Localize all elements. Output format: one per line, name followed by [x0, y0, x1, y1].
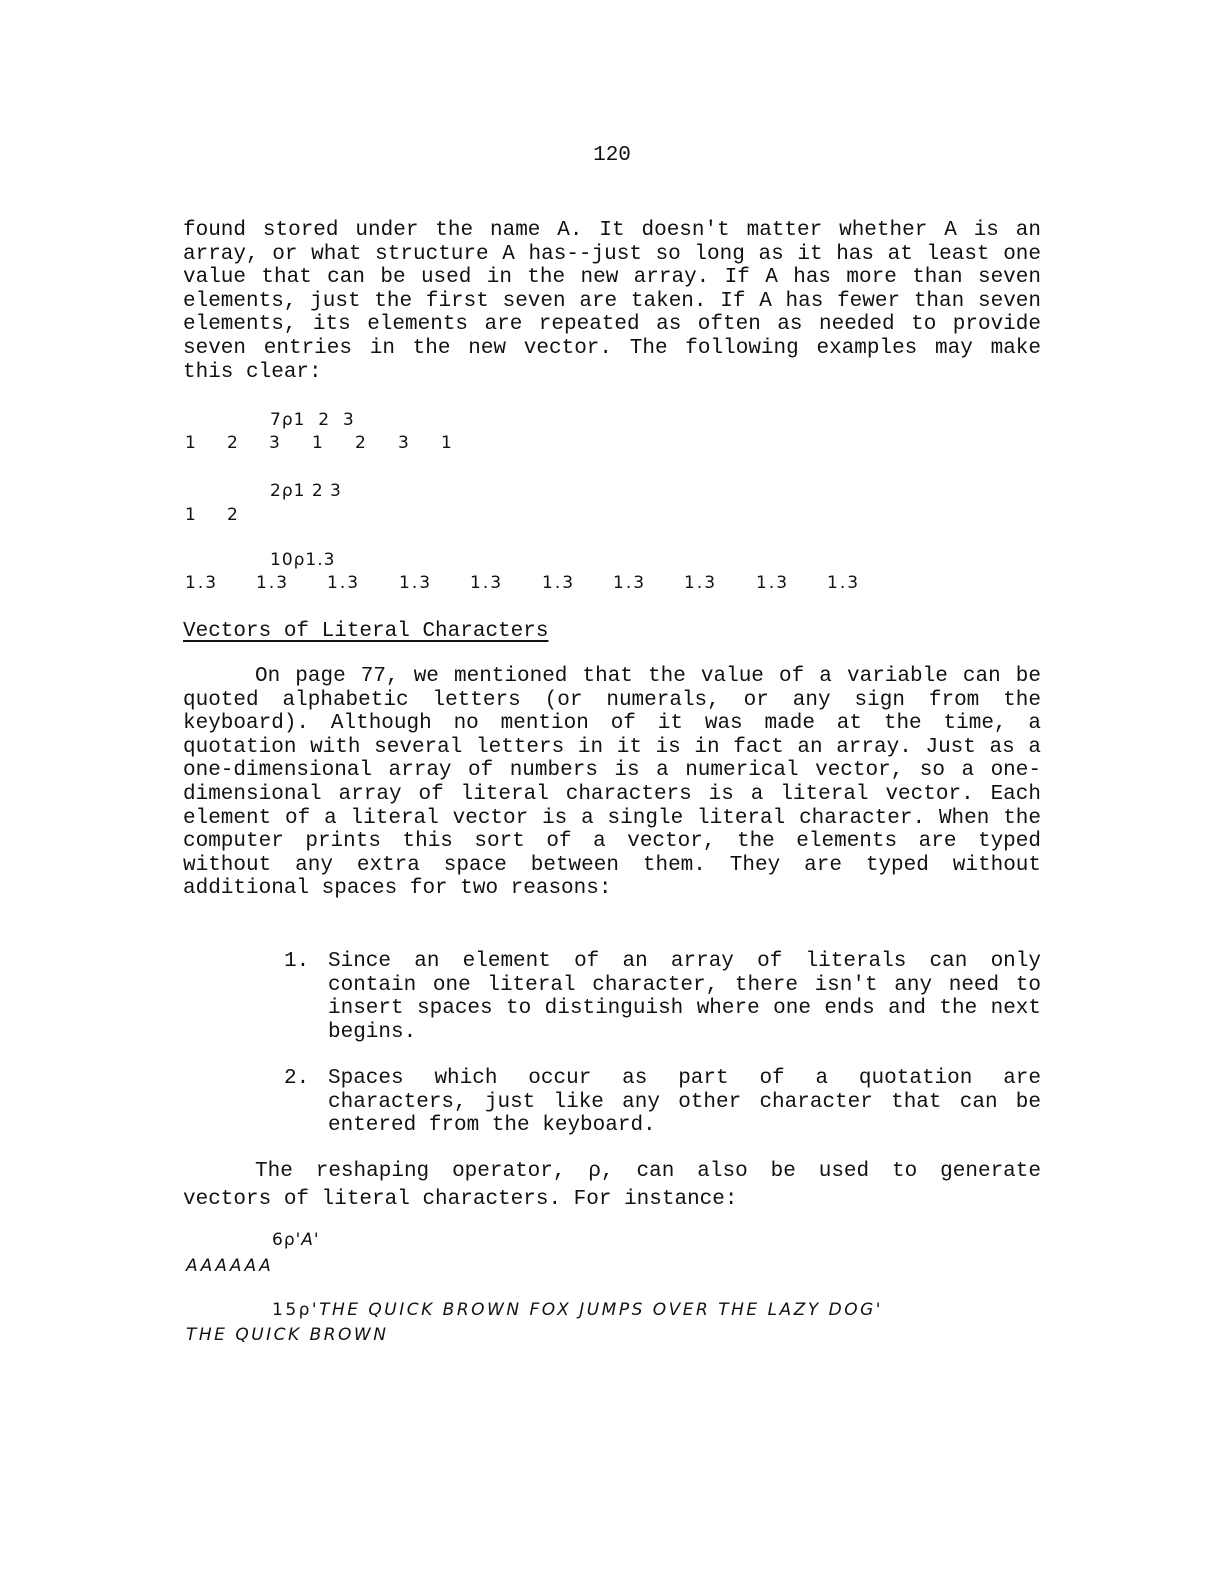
output-value: 2 [227, 433, 238, 453]
output-value: 3 [398, 433, 409, 453]
output-value: 1.3 [256, 573, 290, 593]
output-value: 1.3 [542, 573, 576, 593]
output-value: 1.3 [185, 573, 219, 593]
example-1-output [185, 433, 461, 453]
intro-paragraph: found stored under the name A. It doesn't matter whether A is an array, or what structure A has--just so long as it has at least one value that can be used in the new array. If A has more than seven elements, just the first seven are taken. If A has fewer than seven elements, its elements are repeated as often as needed to provide seven entries in the new vector. The following examples may make this clear: [183, 219, 1041, 384]
output-value: 2 [355, 433, 366, 453]
reason-item-2 [284, 1067, 1041, 1138]
literal-example-1-output: AAAAAA [186, 1256, 274, 1276]
section-heading: Vectors of Literal Characters [183, 620, 549, 643]
output-value: 3 [269, 433, 280, 453]
apl-prefix: 6ρ' [272, 1230, 302, 1250]
example-2-output [185, 505, 247, 525]
example-3-input: 10ρ1.3 [270, 550, 336, 570]
output-value: 1 [441, 433, 452, 453]
output-value: 2 [227, 505, 238, 525]
example-2-input: 2ρ1 2 3 [270, 481, 342, 501]
example-3-output [185, 573, 867, 593]
reason-item-1 [284, 950, 1041, 1044]
apl-prefix: 15ρ' [272, 1300, 320, 1320]
output-value: 1.3 [399, 573, 433, 593]
output-value: 1 [185, 433, 196, 453]
literal-text: THE QUICK BROWN FOX JUMPS OVER THE LAZY DOG [319, 1300, 876, 1320]
output-value: 1 [312, 433, 323, 453]
closing-paragraph: The reshaping operator, ρ, can also be used to generate vectors of literal characters. For instance: [183, 1160, 1041, 1211]
apl-suffix: ' [313, 1230, 320, 1250]
reason-text: Since an element of an array of literals can only contain one literal character, there isn't any need to insert spaces to distinguish where one ends and the next begins. [328, 950, 1041, 1044]
literal-example-2-output: THE QUICK BROWN [186, 1325, 389, 1345]
output-value: 1 [185, 505, 196, 525]
output-value: 1.3 [327, 573, 361, 593]
list-marker: 2. [284, 1067, 310, 1090]
example-1-input: 7ρ1 2 3 [270, 410, 355, 430]
literal-text: A [301, 1230, 314, 1250]
output-value: 1.3 [756, 573, 790, 593]
output-value: 1.3 [470, 573, 504, 593]
section-paragraph: On page 77, we mentioned that the value of a variable can be quoted alphabetic letters (or numerals, or any sign from the keyboard). Although no mention of it was made at the time, a quotation with several letters in it is in fact an array. Just as a one-dimensional array of numbers is a numerical vector, so a one-dimensional array of literal characters is a literal vector. Each element of a literal vector is a single literal character. When the computer prints this sort of a vector, the elements are typed without any extra space between them. They are typed without additional spaces for two reasons: [183, 665, 1041, 901]
apl-suffix: ' [875, 1300, 883, 1320]
output-value: 1.3 [684, 573, 718, 593]
output-value: 1.3 [827, 573, 861, 593]
literal-example-2-input [272, 1300, 883, 1320]
output-value: 1.3 [613, 573, 647, 593]
page-number: 120 [593, 144, 631, 167]
list-marker: 1. [284, 950, 310, 973]
literal-example-1-input [272, 1230, 320, 1250]
reason-text: Spaces which occur as part of a quotation are characters, just like any other character that can be entered from the keyboard. [328, 1067, 1041, 1138]
